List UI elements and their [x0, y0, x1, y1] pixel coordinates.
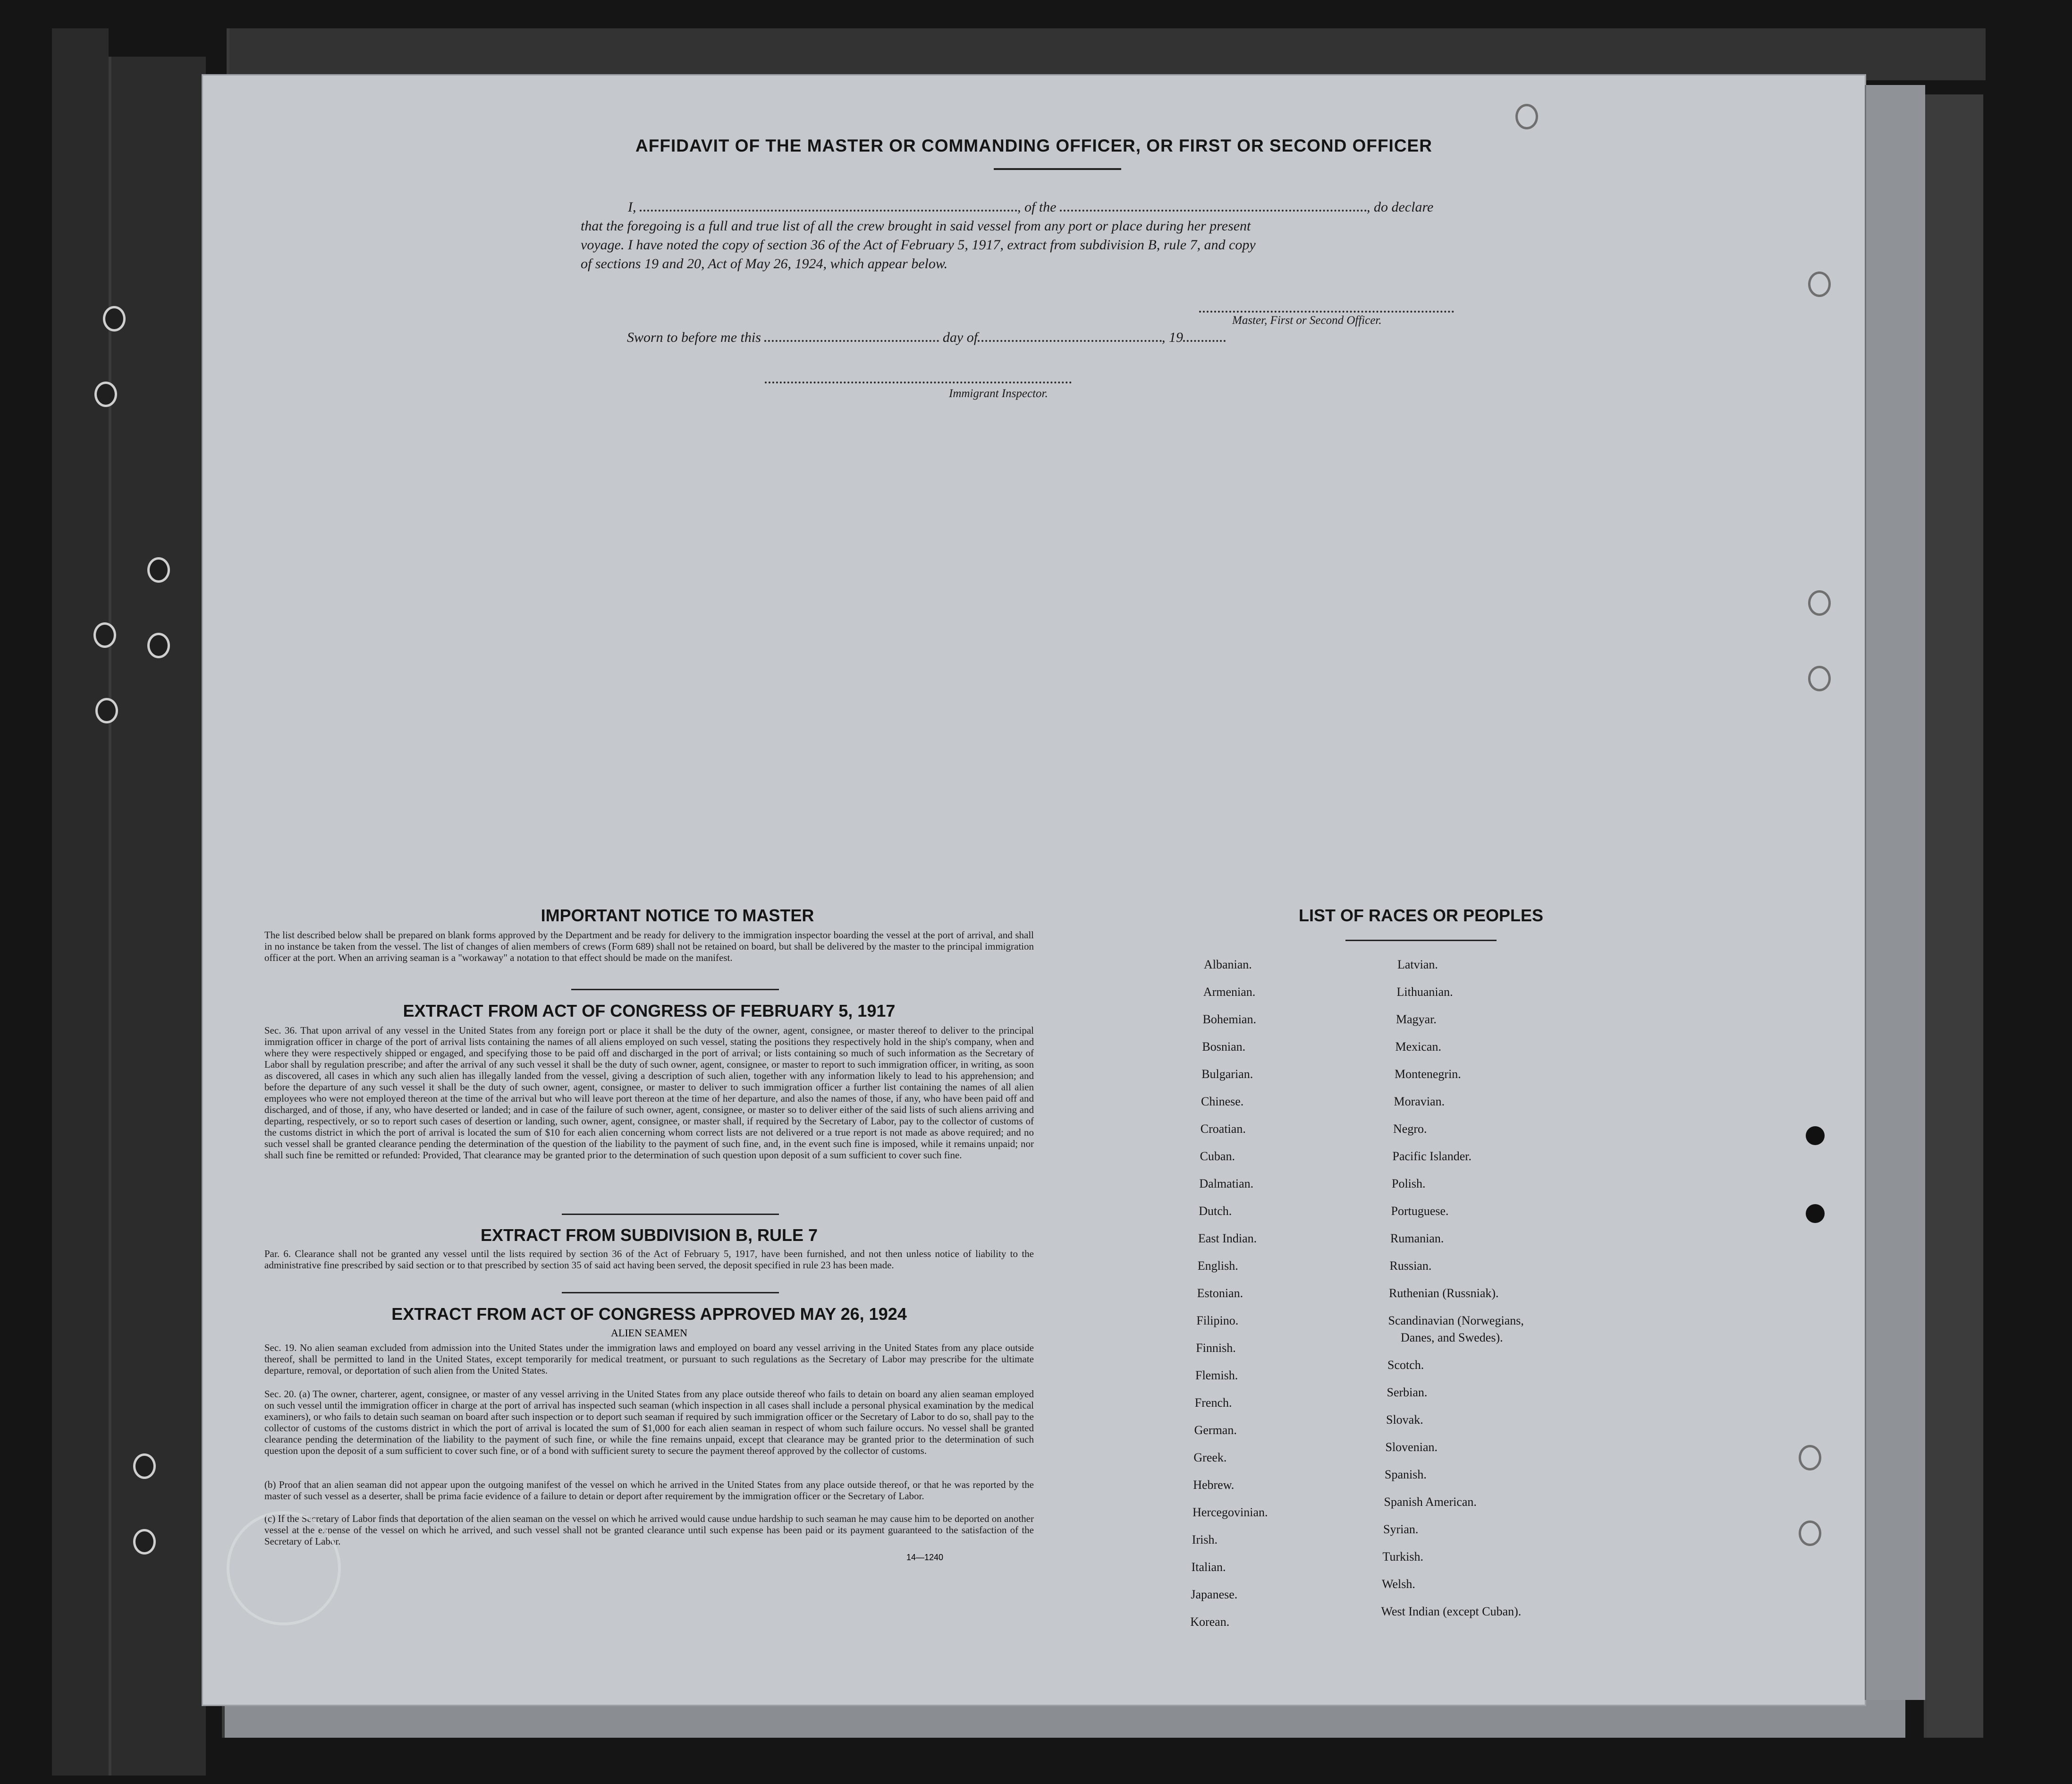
race-item: Filipino. [1196, 1314, 1239, 1327]
race-item: Negro. [1393, 1122, 1427, 1136]
form-number: 14—1240 [906, 1553, 944, 1562]
race-item: Pacific Islander. [1392, 1149, 1472, 1163]
race-item: Dalmatian. [1199, 1177, 1254, 1190]
extract-b7-title: EXTRACT FROM SUBDIVISION B, RULE 7 [480, 1225, 818, 1245]
ink-dot [1806, 1204, 1825, 1223]
under-sheet-bottom [222, 1700, 1905, 1738]
notice-title: IMPORTANT NOTICE TO MASTER [541, 906, 814, 925]
race-item: Estonian. [1197, 1286, 1243, 1300]
punch-hole [1799, 1445, 1821, 1470]
race-item: English. [1197, 1259, 1238, 1273]
race-item: Serbian. [1387, 1385, 1428, 1399]
master-signature-blank[interactable] [1199, 307, 1454, 313]
race-item: German. [1194, 1423, 1237, 1437]
race-item: Dutch. [1199, 1204, 1232, 1218]
race-item: Greek. [1193, 1451, 1227, 1464]
extract-b7-body: Par. 6. Clearance shall not be granted any vessel until the lists required by section 36 of the Act of February 5, 1917, have been furnished, and not then unless notice of liability to the administrative fine prescribed by said section or to that prescribed by section 35 of said act having been served, the deposit specified in rule 23 has been made. [264, 1248, 1034, 1271]
race-item: Slovak. [1386, 1413, 1423, 1427]
race-item: Lithuanian. [1396, 985, 1453, 999]
punch-hole [1808, 590, 1831, 616]
extract-1917-rule [562, 1214, 779, 1215]
affidavit-declare: , do declare [1367, 199, 1434, 215]
race-item: Ruthenian (Russniak). [1389, 1286, 1499, 1300]
race-item: Latvian. [1397, 958, 1438, 971]
races-title: LIST OF RACES OR PEOPLES [1298, 906, 1544, 925]
race-item: Syrian. [1383, 1522, 1419, 1536]
punch-hole [1808, 666, 1831, 691]
alien-seamen-subtitle: ALIEN SEAMEN [611, 1327, 687, 1339]
binder-hole [103, 306, 126, 331]
binder-hole [133, 1453, 156, 1479]
inspector-signature-blank[interactable] [765, 378, 1072, 383]
punch-hole [1515, 104, 1538, 129]
race-item: Slovenian. [1385, 1440, 1438, 1454]
race-item: Chinese. [1201, 1095, 1244, 1108]
race-item: Mexican. [1395, 1040, 1441, 1053]
inspector-signature-label: Immigrant Inspector. [949, 387, 1048, 400]
title-rule [994, 168, 1121, 170]
race-item: Polish. [1392, 1177, 1426, 1190]
race-item: Turkish. [1382, 1550, 1423, 1563]
race-item: Irish. [1192, 1533, 1218, 1546]
notice-rule [571, 989, 779, 990]
affidavit-of-the: , of the [1017, 199, 1057, 215]
name-blank[interactable] [640, 206, 1017, 212]
affidavit-line-4: of sections 19 and 20, Act of May 26, 1924, which appear below. [581, 256, 948, 272]
race-item: West Indian (except Cuban). [1381, 1605, 1522, 1618]
affidavit-line-2: that the foregoing is a full and true list of all the crew brought in said vessel from any port or place during her present [581, 218, 1251, 234]
sworn-year-label: , 19 [1162, 330, 1184, 345]
race-item: Scotch. [1387, 1358, 1424, 1372]
race-item: Albanian. [1204, 958, 1252, 971]
race-item: Bosnian. [1202, 1040, 1246, 1053]
under-sheet-right [1924, 94, 1983, 1738]
race-item: Korean. [1190, 1615, 1230, 1629]
race-item: Flemish. [1195, 1368, 1238, 1382]
binder-hole [93, 622, 116, 648]
race-item: Hercegovinian. [1192, 1505, 1268, 1519]
extract-b7-rule [562, 1292, 779, 1293]
races-rule [1345, 940, 1497, 941]
notice-body: The list described below shall be prepared on blank forms approved by the Department and be ready for delivery to the immigration inspector boarding the vessel at the port of arrival, and shall in no instance be taken from the vessel. The list of changes of alien members of crews (Form 689) shall not be retained on board, but shall be delivered by the master to the principal immigration officer at the port. When an arriving seaman is a "workaway" a notation to that effect should be made on the manifest. [264, 929, 1034, 963]
master-signature-label: Master, First or Second Officer. [1232, 314, 1382, 327]
vessel-blank[interactable] [1060, 206, 1367, 212]
binder-hole [133, 1529, 156, 1555]
race-item: Hebrew. [1193, 1478, 1235, 1492]
affidavit-title: AFFIDAVIT OF THE MASTER OR COMMANDING OFFICER, OR FIRST OR SECOND OFFICER [635, 136, 1432, 155]
ink-dot [1806, 1126, 1825, 1145]
race-item: Spanish American. [1384, 1495, 1477, 1509]
race-item: Portuguese. [1391, 1204, 1449, 1218]
sec20c-body: (c) If the Secretary of Labor finds that deportation of the alien seaman on the vessel on which he arrived would cause undue hardship to such seaman he may cause him to be deported on another vessel at the expense of the vessel on which he arrived, and such vessel shall not be granted clearance until such expense has been paid or its payment guaranteed to the satisfaction of the Secretary of Labor. [264, 1513, 1034, 1547]
left-binding-edge [52, 28, 109, 1776]
sworn-day-label: day of [942, 330, 978, 345]
extract-1917-body: Sec. 36. That upon arrival of any vessel in the United States from any foreign port or place it shall be the duty of the owner, agent, consignee, or master thereof to deliver to the principal immigration officer in charge of the port of arrival lists containing the names of all aliens employed on such vessel, stating the positions they respectively hold in the ship's company, when and where they were respectively shipped or engaged, and specifying those to be paid off and discharged in the port of arrival; or lists containing so much of such information as the Secretary of Labor shall by regulation prescribe; and after the arrival of any such vessel it shall be the duty of such owner, agent, consignee, or master to report to such immigration officer, in writing, as soon as discovered, all cases in which any such alien has illegally landed from the vessel, giving a description of such alien, together with any information likely to lead to his apprehension; and before the departure of any such vessel it shall be the duty of such owner, agent, consignee, or master to deliver to such immigration officer a further list containing the names of all alien employees who were not employed thereon at the time of the arrival but who will leave port thereon at the time of her departure, and also the names of those, if any, who have been paid off and discharged, and of those, if any, who have deserted or landed; and in case of the failure of such owner, agent, consignee, or master so to deliver either of the said lists of such aliens arriving and departing, respectively, or so to report such cases of desertion or landing, such owner, agent, consignee, or master shall, if required by the Secretary of Labor, pay to the collector of customs of the customs district in which the port of arrival is located the sum of $10 for each alien concerning whom correct lists are not delivered or a true report is not made as above required; and no such vessel shall be granted clearance pending the determination of the question of the liability to the payment of such fine, and, in the event such fine is imposed, while it remains unpaid; nor shall such fine be remitted or refunded: Provided, That clearance may be granted prior to the determination of such question upon deposit of a sum sufficient to cover such fine. [264, 1025, 1034, 1161]
right-under-sheet [1865, 85, 1925, 1700]
binder-hole [95, 698, 118, 723]
extract-1924-title: EXTRACT FROM ACT OF CONGRESS APPROVED MAY 26, 1924 [391, 1304, 907, 1324]
punch-hole [1799, 1521, 1821, 1546]
race-item: Welsh. [1382, 1577, 1415, 1591]
under-sheet-top [227, 28, 1986, 80]
race-item: East Indian. [1198, 1232, 1257, 1245]
race-item: Rumanian. [1390, 1232, 1444, 1245]
sworn-month-blank[interactable] [978, 336, 1162, 342]
affidavit-line-1 [628, 199, 1704, 215]
race-item: Bohemian. [1202, 1012, 1256, 1026]
race-item: Italian. [1191, 1560, 1226, 1574]
sworn-label: Sworn to before me this [627, 330, 761, 345]
race-item: Japanese. [1191, 1588, 1238, 1601]
binder-hole [147, 557, 170, 583]
race-item: Magyar. [1396, 1012, 1437, 1026]
sec20b-body: (b) Proof that an alien seaman did not appear upon the outgoing manifest of the vessel on which he arrived in the United States from any place outside thereof, or that he was reported by the master of such vessel as a deserter, shall be prima facie evidence of a failure to detain or deport after requirement by the immigration officer or the Secretary of Labor. [264, 1479, 1034, 1502]
binder-hole [94, 382, 117, 407]
race-item: Spanish. [1385, 1468, 1427, 1481]
race-item: Russian. [1389, 1259, 1432, 1273]
race-item: Scandinavian (Norwegians, [1388, 1314, 1524, 1327]
race-item: Cuban. [1200, 1149, 1235, 1163]
punch-hole [1808, 272, 1831, 297]
race-item: Montenegrin. [1395, 1067, 1461, 1081]
sworn-date-blank[interactable] [764, 336, 939, 342]
race-item: Moravian. [1394, 1095, 1445, 1108]
race-item: Finnish. [1196, 1341, 1236, 1355]
affidavit-i: I, [628, 199, 636, 215]
extract-1917-title: EXTRACT FROM ACT OF CONGRESS OF FEBRUARY 5, 1917 [403, 1001, 896, 1020]
binder-hole [147, 633, 170, 658]
race-item: French. [1194, 1396, 1232, 1410]
race-item: Danes, and Swedes). [1401, 1331, 1503, 1344]
seal-stamp [227, 1511, 341, 1625]
race-item: Bulgarian. [1201, 1067, 1253, 1081]
sworn-line [627, 330, 1226, 346]
race-item: Armenian. [1203, 985, 1256, 999]
sec20a-body: Sec. 20. (a) The owner, charterer, agent, consignee, or master of any vessel arriving in the United States from any place outside thereof who fails to detain on board any alien seaman employed on such vessel until the immigration officer in charge at the port of arrival has inspected such seaman (which inspection in all cases shall include a personal physical examination by the medical examiners), or who fails to detain such seaman on board after such inspection or to deport such seaman if required by such immigration officer or the Secretary of Labor to do so, shall pay to the collector of customs of the customs district in which the port of arrival is located the sum of $1,000 for each alien seaman in respect of whom such failure occurs. No vessel shall be granted clearance pending the determination of the liability to the payment of such fine, or while the fine remains unpaid, except that clearance may be granted prior to the determination of such question upon the deposit of a sum sufficient to cover such fine, or of a bond with sufficient surety to secure the payment thereof approved by the collector of customs. [264, 1388, 1034, 1456]
sworn-year-blank[interactable] [1183, 336, 1226, 342]
affidavit-line-3: voyage. I have noted the copy of section 36 of the Act of February 5, 1917, extract from subdivision B, rule 7, and copy [581, 237, 1256, 253]
sec19-body: Sec. 19. No alien seaman excluded from admission into the United States under the immigration laws and employed on board any vessel arriving in the United States from any place outside thereof, shall be permitted to land in the United States, except temporarily for medical treatment, or pursuant to such regulations as the Secretary of Labor may prescribe for the ultimate departure, removal, or deportation of such alien from the United States. [264, 1342, 1034, 1376]
manifest-sheet [203, 76, 1865, 1705]
race-item: Croatian. [1200, 1122, 1246, 1136]
